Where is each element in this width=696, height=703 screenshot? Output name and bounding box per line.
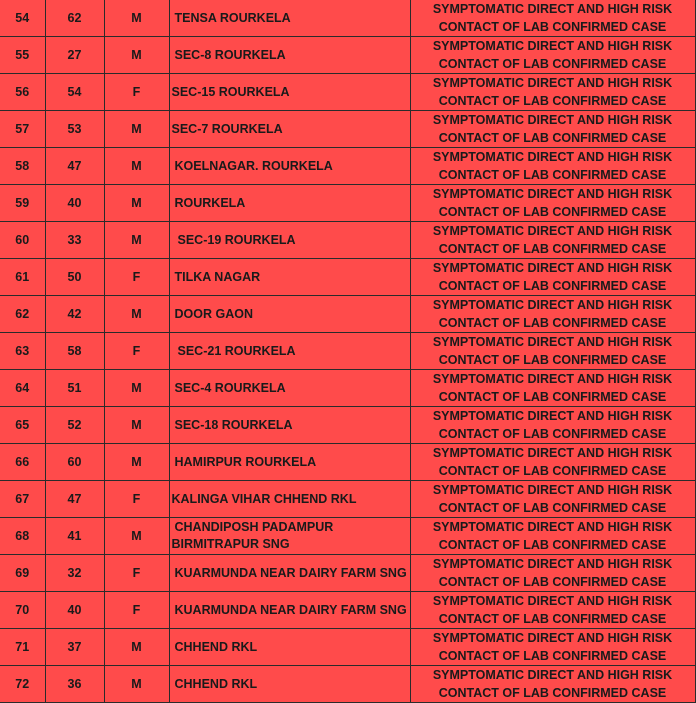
address-text: KOELNAGAR. ROURKELA <box>174 159 333 173</box>
age-cell: 54 <box>45 74 104 111</box>
table-row <box>0 481 695 518</box>
address-text: CHANDIPOSH PADAMPUR BIRMITRAPUR SNG <box>171 520 334 551</box>
sex-cell: M <box>104 185 169 222</box>
category-line-1: SYMPTOMATIC DIRECT AND HIGH RISK <box>432 113 673 127</box>
serial-number-cell: 58 <box>0 148 45 185</box>
age-cell: 33 <box>45 222 104 259</box>
table-row <box>0 111 695 148</box>
serial-number-cell: 66 <box>0 444 45 481</box>
sex-cell: F <box>104 333 169 370</box>
serial-number-cell: 69 <box>0 555 45 592</box>
serial-number-cell: 60 <box>0 222 45 259</box>
table-row <box>0 0 695 37</box>
category-line-1: SYMPTOMATIC DIRECT AND HIGH RISK <box>432 520 673 534</box>
address-text: CHHEND RKL <box>174 677 258 691</box>
age-cell: 62 <box>45 0 104 37</box>
table-row <box>0 629 695 666</box>
serial-number-cell: 62 <box>0 296 45 333</box>
address-cell <box>169 148 410 185</box>
address-cell <box>169 185 410 222</box>
serial-number-cell: 68 <box>0 518 45 555</box>
category-cell <box>410 185 695 222</box>
age-cell: 47 <box>45 148 104 185</box>
address-text: SEC-7 ROURKELA <box>171 122 283 136</box>
category-line-2: CONTACT OF LAB CONFIRMED CASE <box>438 353 667 367</box>
category-line-2: CONTACT OF LAB CONFIRMED CASE <box>438 20 667 34</box>
sex-cell: F <box>104 555 169 592</box>
category-line-1: SYMPTOMATIC DIRECT AND HIGH RISK <box>432 39 673 53</box>
category-line-2: CONTACT OF LAB CONFIRMED CASE <box>438 575 667 589</box>
category-line-1: SYMPTOMATIC DIRECT AND HIGH RISK <box>432 372 673 386</box>
address-text: DOOR GAON <box>174 307 253 321</box>
serial-number-cell: 64 <box>0 370 45 407</box>
category-line-1: SYMPTOMATIC DIRECT AND HIGH RISK <box>432 409 673 423</box>
sex-cell: M <box>104 222 169 259</box>
address-text: KUARMUNDA NEAR DAIRY FARM SNG <box>174 603 407 617</box>
serial-number-cell: 59 <box>0 185 45 222</box>
address-text: ROURKELA <box>174 196 246 210</box>
address-cell <box>169 333 410 370</box>
category-line-2: CONTACT OF LAB CONFIRMED CASE <box>438 242 667 256</box>
address-cell <box>169 444 410 481</box>
sex-cell: F <box>104 481 169 518</box>
address-text: CHHEND RKL <box>174 640 258 654</box>
address-text: TENSA ROURKELA <box>174 11 291 25</box>
address-text: KALINGA VIHAR CHHEND RKL <box>171 492 357 506</box>
category-line-1: SYMPTOMATIC DIRECT AND HIGH RISK <box>432 557 673 571</box>
category-cell <box>410 222 695 259</box>
category-cell <box>410 37 695 74</box>
category-cell <box>410 74 695 111</box>
category-cell <box>410 0 695 37</box>
serial-number-cell: 70 <box>0 592 45 629</box>
sex-cell: F <box>104 259 169 296</box>
address-text: SEC-19 ROURKELA <box>177 233 296 247</box>
sex-cell: M <box>104 296 169 333</box>
category-cell <box>410 555 695 592</box>
category-line-1: SYMPTOMATIC DIRECT AND HIGH RISK <box>432 446 673 460</box>
table-row <box>0 333 695 370</box>
address-cell <box>169 629 410 666</box>
sex-cell: M <box>104 148 169 185</box>
category-line-2: CONTACT OF LAB CONFIRMED CASE <box>438 686 667 700</box>
serial-number-cell: 55 <box>0 37 45 74</box>
address-cell <box>169 481 410 518</box>
sex-cell: M <box>104 37 169 74</box>
table-row <box>0 407 695 444</box>
age-cell: 47 <box>45 481 104 518</box>
category-cell <box>410 333 695 370</box>
address-cell <box>169 37 410 74</box>
category-cell <box>410 629 695 666</box>
table-row <box>0 518 695 555</box>
category-line-1: SYMPTOMATIC DIRECT AND HIGH RISK <box>432 2 673 16</box>
age-cell: 40 <box>45 592 104 629</box>
table-row <box>0 555 695 592</box>
table-row <box>0 74 695 111</box>
address-cell <box>169 259 410 296</box>
category-line-2: CONTACT OF LAB CONFIRMED CASE <box>438 57 667 71</box>
category-line-1: SYMPTOMATIC DIRECT AND HIGH RISK <box>432 631 673 645</box>
category-line-1: SYMPTOMATIC DIRECT AND HIGH RISK <box>432 335 673 349</box>
address-text: KUARMUNDA NEAR DAIRY FARM SNG <box>174 566 407 580</box>
category-line-2: CONTACT OF LAB CONFIRMED CASE <box>438 501 667 515</box>
category-line-1: SYMPTOMATIC DIRECT AND HIGH RISK <box>432 298 673 312</box>
age-cell: 52 <box>45 407 104 444</box>
category-line-2: CONTACT OF LAB CONFIRMED CASE <box>438 649 667 663</box>
sex-cell: F <box>104 74 169 111</box>
serial-number-cell: 65 <box>0 407 45 444</box>
category-line-1: SYMPTOMATIC DIRECT AND HIGH RISK <box>432 483 673 497</box>
sex-cell: M <box>104 370 169 407</box>
age-cell: 32 <box>45 555 104 592</box>
serial-number-cell: 61 <box>0 259 45 296</box>
category-cell <box>410 148 695 185</box>
table-row <box>0 222 695 259</box>
category-cell <box>410 518 695 555</box>
category-line-2: CONTACT OF LAB CONFIRMED CASE <box>438 205 667 219</box>
sex-cell: M <box>104 666 169 703</box>
address-text: SEC-4 ROURKELA <box>174 381 286 395</box>
serial-number-cell: 63 <box>0 333 45 370</box>
address-cell <box>169 111 410 148</box>
table-row <box>0 592 695 629</box>
category-cell <box>410 481 695 518</box>
sex-cell: M <box>104 444 169 481</box>
category-cell <box>410 444 695 481</box>
age-cell: 58 <box>45 333 104 370</box>
serial-number-cell: 72 <box>0 666 45 703</box>
table-row <box>0 37 695 74</box>
age-cell: 60 <box>45 444 104 481</box>
category-line-2: CONTACT OF LAB CONFIRMED CASE <box>438 94 667 108</box>
category-line-1: SYMPTOMATIC DIRECT AND HIGH RISK <box>432 261 673 275</box>
age-cell: 36 <box>45 666 104 703</box>
category-line-1: SYMPTOMATIC DIRECT AND HIGH RISK <box>432 187 673 201</box>
age-cell: 50 <box>45 259 104 296</box>
serial-number-cell: 67 <box>0 481 45 518</box>
age-cell: 51 <box>45 370 104 407</box>
category-line-1: SYMPTOMATIC DIRECT AND HIGH RISK <box>432 150 673 164</box>
sex-cell: M <box>104 518 169 555</box>
sex-cell: M <box>104 629 169 666</box>
address-text: HAMIRPUR ROURKELA <box>174 455 317 469</box>
serial-number-cell: 54 <box>0 0 45 37</box>
table-row <box>0 185 695 222</box>
address-cell <box>169 518 410 555</box>
address-cell <box>169 296 410 333</box>
age-cell: 27 <box>45 37 104 74</box>
address-cell <box>169 222 410 259</box>
serial-number-cell: 56 <box>0 74 45 111</box>
serial-number-cell: 57 <box>0 111 45 148</box>
table-row <box>0 296 695 333</box>
category-cell <box>410 259 695 296</box>
age-cell: 53 <box>45 111 104 148</box>
category-line-2: CONTACT OF LAB CONFIRMED CASE <box>438 390 667 404</box>
table-row <box>0 370 695 407</box>
category-cell <box>410 666 695 703</box>
address-text: SEC-8 ROURKELA <box>174 48 286 62</box>
age-cell: 41 <box>45 518 104 555</box>
category-cell <box>410 296 695 333</box>
address-cell <box>169 592 410 629</box>
category-cell <box>410 111 695 148</box>
sex-cell: F <box>104 592 169 629</box>
table-row <box>0 444 695 481</box>
category-line-2: CONTACT OF LAB CONFIRMED CASE <box>438 316 667 330</box>
address-cell <box>169 407 410 444</box>
category-line-2: CONTACT OF LAB CONFIRMED CASE <box>438 464 667 478</box>
table-row <box>0 148 695 185</box>
sex-cell: M <box>104 407 169 444</box>
address-text: SEC-18 ROURKELA <box>174 418 293 432</box>
address-cell <box>169 555 410 592</box>
age-cell: 42 <box>45 296 104 333</box>
category-line-2: CONTACT OF LAB CONFIRMED CASE <box>438 538 667 552</box>
category-line-1: SYMPTOMATIC DIRECT AND HIGH RISK <box>432 224 673 238</box>
table-row <box>0 666 695 703</box>
age-cell: 37 <box>45 629 104 666</box>
table-row <box>0 259 695 296</box>
category-line-1: SYMPTOMATIC DIRECT AND HIGH RISK <box>432 76 673 90</box>
category-line-2: CONTACT OF LAB CONFIRMED CASE <box>438 279 667 293</box>
category-cell <box>410 592 695 629</box>
address-text: SEC-15 ROURKELA <box>171 85 290 99</box>
category-line-2: CONTACT OF LAB CONFIRMED CASE <box>438 168 667 182</box>
address-text: TILKA NAGAR <box>174 270 261 284</box>
category-line-2: CONTACT OF LAB CONFIRMED CASE <box>438 131 667 145</box>
sex-cell: M <box>104 0 169 37</box>
category-line-1: SYMPTOMATIC DIRECT AND HIGH RISK <box>432 668 673 682</box>
category-line-2: CONTACT OF LAB CONFIRMED CASE <box>438 612 667 626</box>
address-cell <box>169 0 410 37</box>
age-cell: 40 <box>45 185 104 222</box>
address-cell <box>169 370 410 407</box>
category-cell <box>410 370 695 407</box>
category-line-2: CONTACT OF LAB CONFIRMED CASE <box>438 427 667 441</box>
sex-cell: M <box>104 111 169 148</box>
address-cell <box>169 74 410 111</box>
category-cell <box>410 407 695 444</box>
address-text: SEC-21 ROURKELA <box>177 344 296 358</box>
serial-number-cell: 71 <box>0 629 45 666</box>
category-line-1: SYMPTOMATIC DIRECT AND HIGH RISK <box>432 594 673 608</box>
address-cell <box>169 666 410 703</box>
